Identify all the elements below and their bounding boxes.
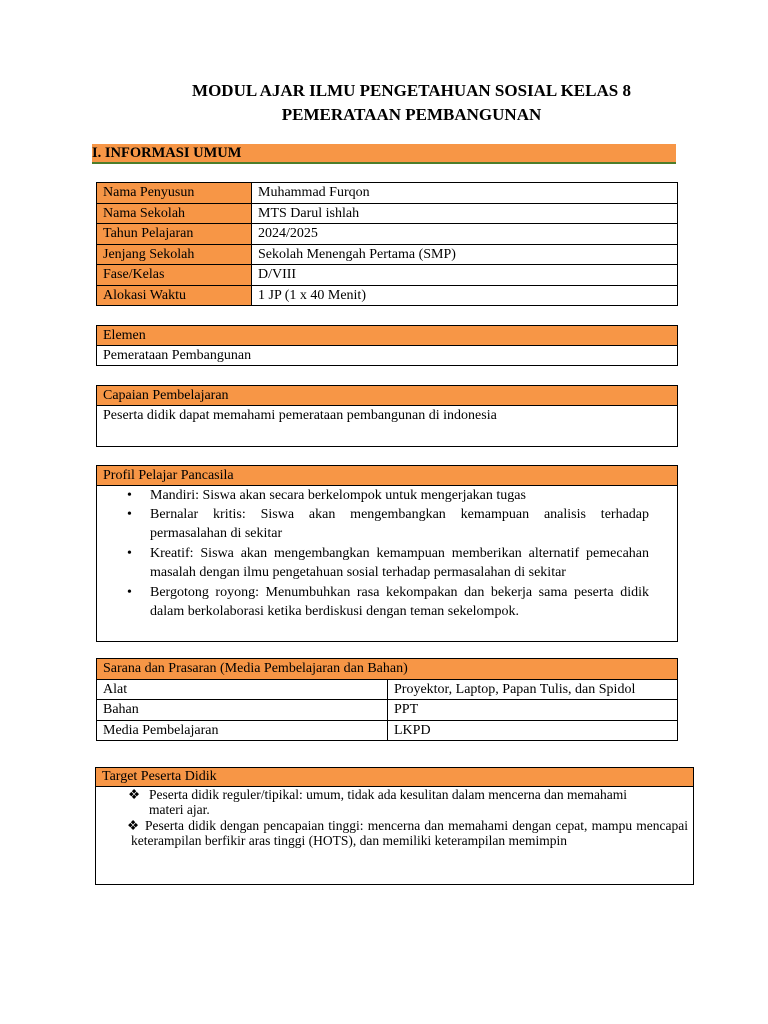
elemen-header: Elemen — [97, 326, 677, 346]
info-label: Jenjang Sekolah — [97, 244, 252, 265]
target-header: Target Peserta Didik — [96, 768, 693, 787]
list-item: • Bernalar kritis: Siswa akan mengembangkan kemampuan analisis terhadap permasalahan di sekitar — [127, 507, 649, 541]
sarana-header: Sarana dan Prasaran (Media Pembelajaran dan Bahan) — [97, 659, 678, 680]
sarana-value: PPT — [388, 700, 678, 721]
table-row — [97, 203, 678, 224]
sarana-label: Bahan — [97, 700, 388, 721]
info-value: 2024/2025 — [252, 224, 678, 245]
info-value: 1 JP (1 x 40 Menit) — [252, 285, 678, 306]
info-value: Muhammad Furqon — [252, 183, 678, 204]
document-subtitle: PEMERATAAN PEMBANGUNAN — [281, 105, 542, 124]
info-label: Alokasi Waktu — [97, 285, 252, 306]
diamond-bullet-icon: ❖ — [128, 787, 141, 802]
list-item: ❖ Peserta didik dengan pencapaian tinggi: mencerna dan memahami dengan cepat, mampu mencapai keterampilan berfikir aras tinggi (HOTS), dan memiliki keterampilan memimpin — [127, 818, 688, 848]
target-box — [95, 767, 694, 885]
sarana-value: Proyektor, Laptop, Papan Tulis, dan Spidol — [388, 679, 678, 700]
table-row — [97, 679, 678, 700]
profil-box — [96, 465, 678, 642]
profil-list — [97, 486, 677, 621]
capaian-box — [96, 385, 678, 447]
table-row — [97, 700, 678, 721]
table-row — [97, 659, 678, 680]
document-title: MODUL AJAR ILMU PENGETAHUAN SOSIAL KELAS 8 — [192, 81, 631, 100]
elemen-value: Pemerataan Pembangunan — [103, 348, 252, 363]
info-label: Tahun Pelajaran — [97, 224, 252, 245]
table-row — [97, 183, 678, 204]
info-table — [96, 182, 678, 306]
capaian-value: Peserta didik dapat memahami pemerataan pembangunan di indonesia — [103, 408, 497, 423]
info-value: D/VIII — [252, 265, 678, 286]
table-row — [97, 285, 678, 306]
profil-header: Profil Pelajar Pancasila — [97, 466, 677, 486]
info-label: Fase/Kelas — [97, 265, 252, 286]
table-row — [97, 244, 678, 265]
list-item: • Mandiri: Siswa akan secara berkelompok untuk mengerjakan tugas — [127, 488, 526, 503]
elemen-box — [96, 325, 678, 366]
list-item: ❖ Peserta didik reguler/tipikal: umum, tidak ada kesulitan dalam mencerna dan memahami materi ajar. — [128, 787, 627, 817]
target-list — [96, 787, 693, 848]
table-row — [97, 720, 678, 741]
sarana-label: Alat — [97, 679, 388, 700]
sarana-label: Media Pembelajaran — [97, 720, 388, 741]
info-label: Nama Penyusun — [97, 183, 252, 204]
info-label: Nama Sekolah — [97, 203, 252, 224]
capaian-header: Capaian Pembelajaran — [97, 386, 677, 406]
info-value: Sekolah Menengah Pertama (SMP) — [252, 244, 678, 265]
sarana-value: LKPD — [388, 720, 678, 741]
table-row — [97, 224, 678, 245]
sarana-table — [96, 658, 678, 741]
diamond-bullet-icon: ❖ — [127, 818, 140, 833]
list-item: • Bergotong royong: Menumbuhkan rasa kekompakan dan bekerja sama peserta didik dalam berkolaborasi ketika berdiskusi dengan teman sekelompok. — [127, 585, 649, 619]
section-heading-informasi-umum: I. INFORMASI UMUM — [92, 144, 676, 164]
info-value: MTS Darul ishlah — [252, 203, 678, 224]
list-item: • Kreatif: Siswa akan mengembangkan kemampuan memberikan alternatif pemecahan masalah dengan ilmu pengetahuan sosial terhadap permasalahan di sekitar — [127, 546, 649, 580]
table-row — [97, 265, 678, 286]
